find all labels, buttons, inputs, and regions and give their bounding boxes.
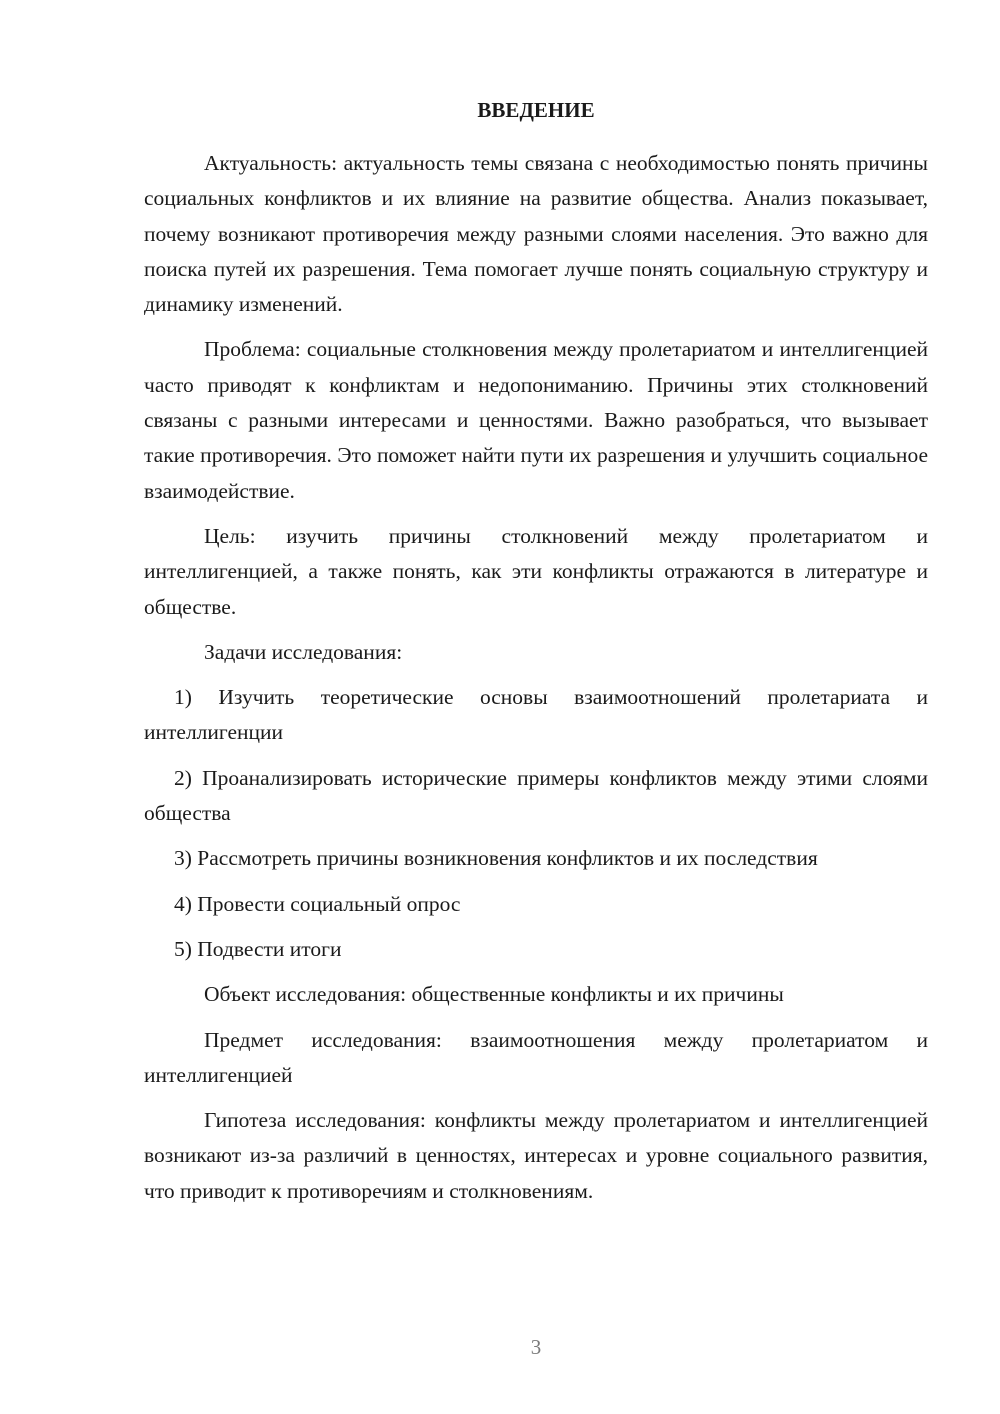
paragraph-goal: Цель: изучить причины столкновений между пролетариатом и интеллигенцией, а также понять, как эти конфликты отражаются в литературе и обществе. <box>144 523 928 619</box>
page-content <box>144 92 928 1219</box>
paragraph-problem: Проблема: социальные столкновения между пролетариатом и интеллигенцией часто приводят к конфликтам и недопониманию. Причины этих столкновений связаны с разными интересами и ценностями. Важно разобраться, что вызывает такие противоречия. Это поможет найти пути их разрешения и улучшить социальное взаимодействие. <box>144 337 928 503</box>
paragraph-object: Объект исследования: общественные конфликты и их причины <box>204 982 784 1007</box>
task-item-3: 3) Рассмотреть причины возникновения конфликтов и их последствия <box>174 846 818 871</box>
paragraph-relevance: Актуальность: актуальность темы связана с необходимостью понять причины социальных конфликтов и их влияние на развитие общества. Анализ показывает, почему возникают противоречия между разными слоями населения. Это важно для поиска путей их разрешения. Тема помогает лучше понять социальную структуру и динамику изменений. <box>144 151 928 317</box>
page-number: 3 <box>530 1335 542 1359</box>
task-item-1: 1) Изучить теоретические основы взаимоотношений пролетариата и интеллигенции <box>144 685 928 745</box>
task-item-2: 2) Проанализировать исторические примеры конфликтов между этими слоями общества <box>144 765 928 826</box>
page-title: ВВЕДЕНИЕ <box>477 98 595 122</box>
tasks-heading: Задачи исследования: <box>204 639 403 664</box>
task-item-4: 4) Провести социальный опрос <box>174 891 461 916</box>
paragraph-subject: Предмет исследования: взаимоотношения между пролетариатом и интеллигенцией <box>144 1027 928 1087</box>
task-item-5: 5) Подвести итоги <box>174 936 342 961</box>
paragraph-hypothesis: Гипотеза исследования: конфликты между пролетариатом и интеллигенцией возникают из-за различий в ценностях, интересах и уровне социального развития, что приводит к противоречиям и столкновениям. <box>144 1108 928 1203</box>
